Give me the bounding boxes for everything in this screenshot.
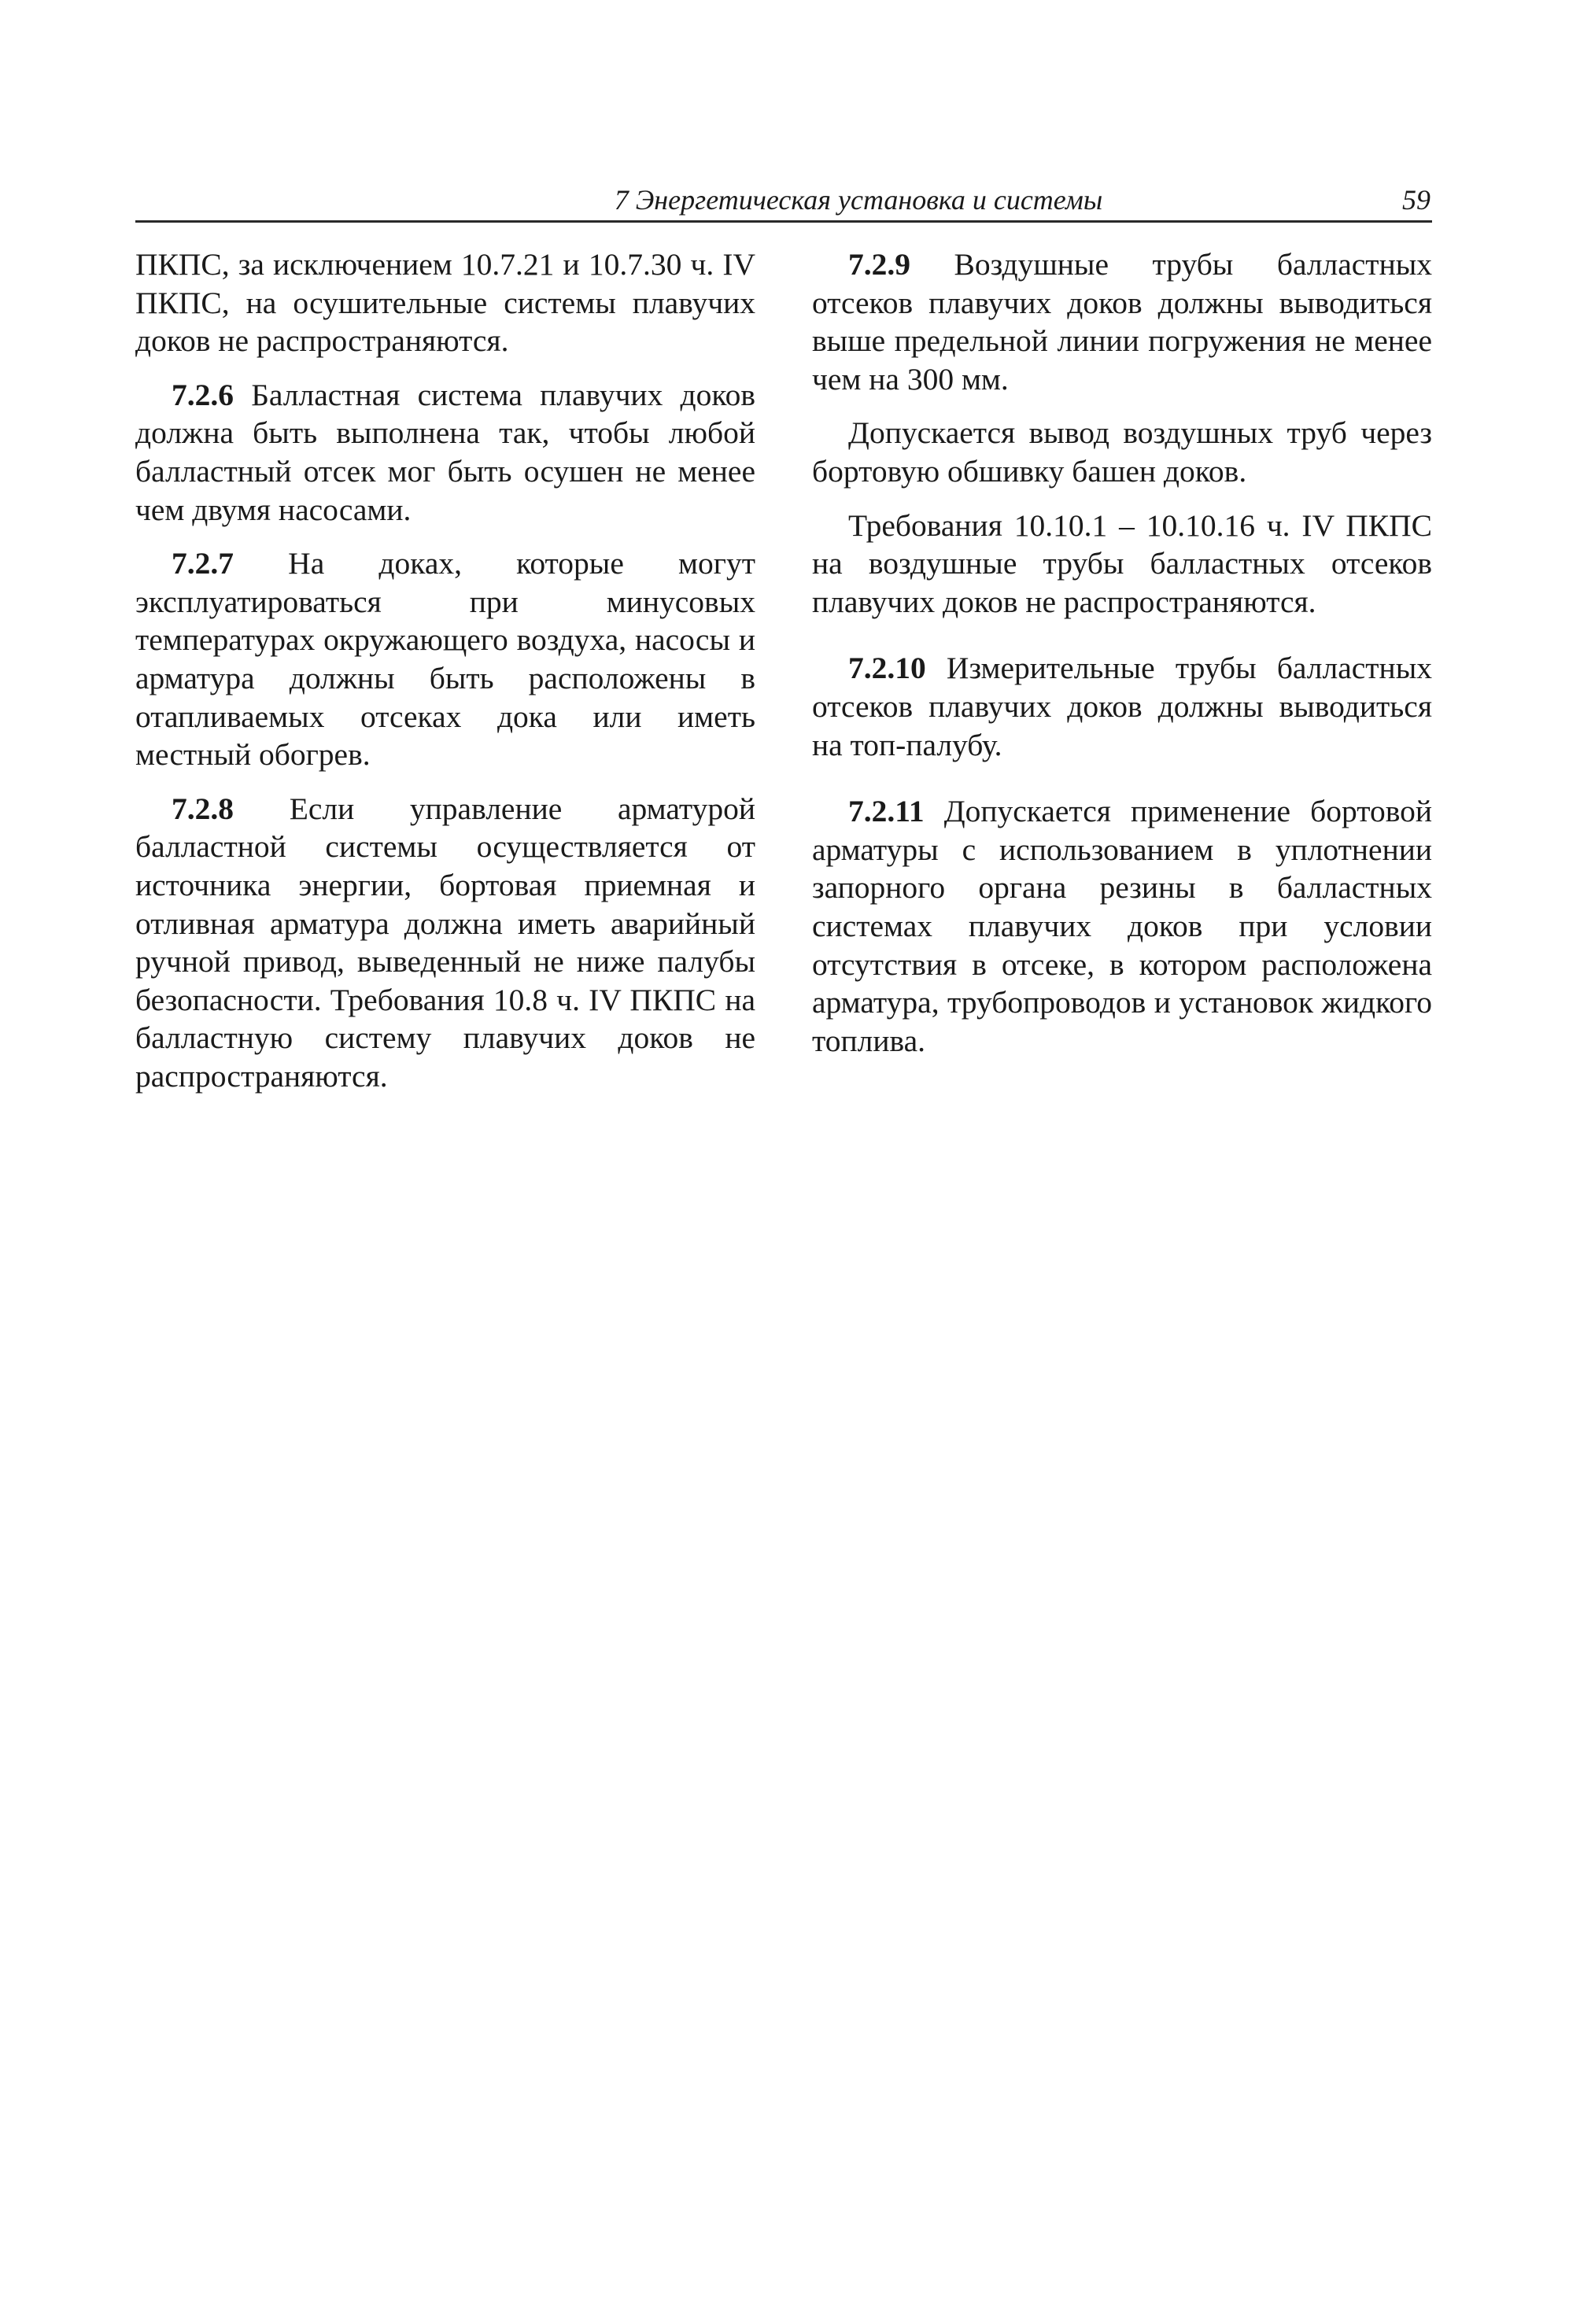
page-number: 59	[1402, 184, 1430, 216]
paragraph-7-2-11	[812, 792, 1432, 1060]
clause-number: 7.2.8	[172, 791, 234, 826]
paragraph-7-2-10	[812, 649, 1432, 764]
clause-number: 7.2.10	[848, 651, 926, 686]
clause-text: Воздушные трубы балластных отсеков плавучих доков должны выводиться выше предельной линии погружения не менее чем на 300 мм.	[812, 247, 1432, 397]
clause-text: Измерительные трубы балластных отсеков плавучих доков должны выводиться на топ-палубу.	[812, 651, 1432, 762]
paragraph-air-pipes-outlet: Допускается вывод воздушных труб через бортовую обшивку башен доков.	[812, 415, 1432, 489]
clause-text: На доках, которые могут эксплуатироваться при минусовых температурах окружающего воздуха, насосы и арматура должны быть расположены в отапливаемых отсеках дока или иметь местный обогрев.	[135, 546, 755, 773]
clause-number: 7.2.9	[848, 247, 910, 282]
paragraph-7-2-8	[135, 790, 755, 1096]
clause-text: Балластная система плавучих доков должна быть выполнена так, чтобы любой балластный отсек мог быть осушен не менее чем двумя насосами.	[135, 377, 755, 527]
left-column	[135, 245, 755, 1095]
clause-number: 7.2.11	[848, 794, 925, 829]
right-column	[812, 245, 1432, 1060]
clause-text: Допускается применение бортовой арматуры с использованием в уплотнении запорного органа резины в балластных системах плавучих доков при условии отсутствия в отсеке, в котором расположена арматура, трубопроводов и установок жидкого топлива.	[812, 794, 1432, 1058]
chapter-title: 7 Энергетическая установка и системы	[614, 184, 1103, 216]
clause-number: 7.2.7	[172, 546, 234, 581]
running-header	[135, 179, 1432, 223]
paragraph-7-2-9	[812, 245, 1432, 398]
clause-number: 7.2.6	[172, 377, 234, 412]
paragraph-7-2-7	[135, 544, 755, 774]
paragraph-continuation: ПКПС, за исключением 10.7.21 и 10.7.30 ч. IV ПКПС, на осушительные системы плавучих доков не распространяются.	[135, 247, 755, 359]
paragraph-7-2-6	[135, 376, 755, 529]
paragraph-requirements-exception: Требования 10.10.1 – 10.10.16 ч. IV ПКПС на воздушные трубы балластных отсеков плавучих доков не распространяются.	[812, 507, 1432, 619]
clause-text: Если управление арматурой балластной системы осуществляется от источника энергии, бортовая приемная и отливная арматура должна иметь аварийный ручной привод, выведенный не ниже палубы безопасности. Требования 10.8 ч. IV ПКПС на балластную систему плавучих доков не распространяются.	[135, 791, 755, 1094]
